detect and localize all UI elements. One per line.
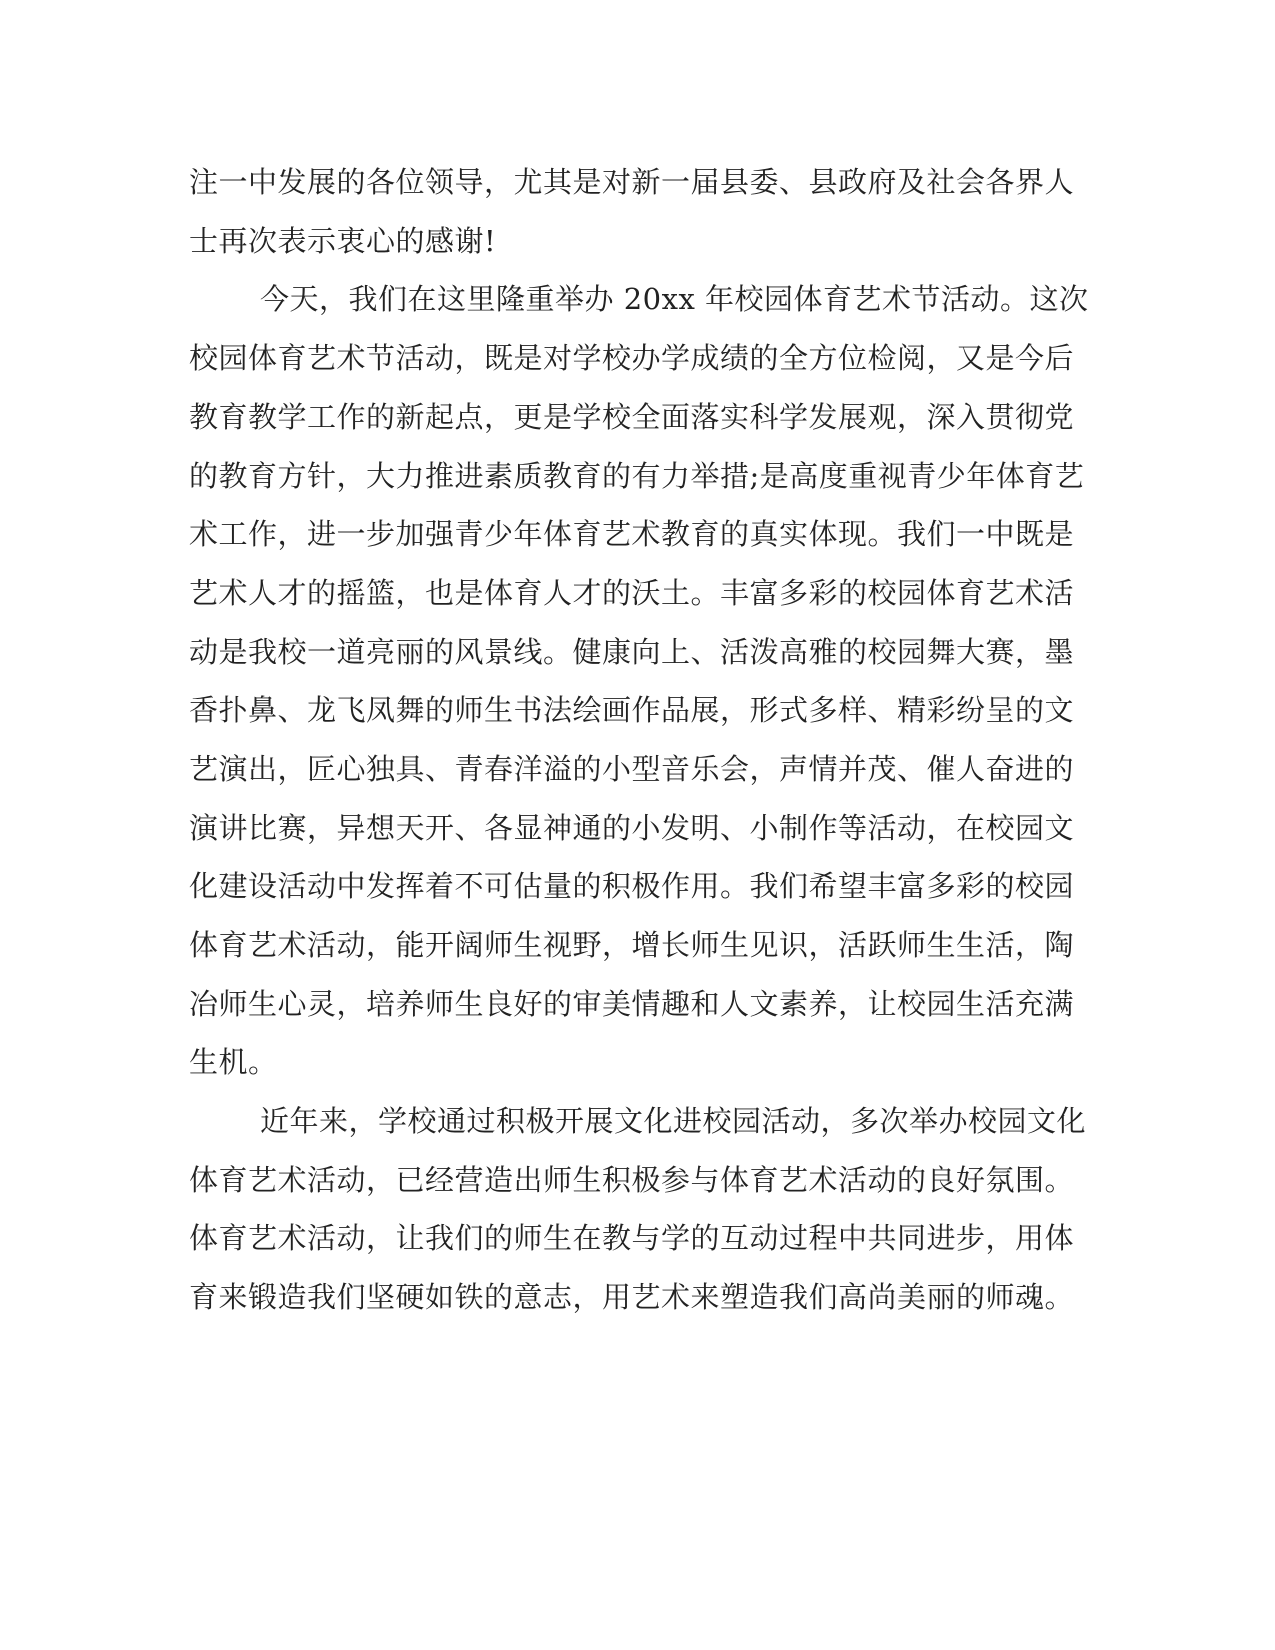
- text-line: 近年来，学校通过积极开展文化进校园活动，多次举办校园文化: [260, 1104, 1087, 1138]
- text-line: 士再次表示衷心的感谢!: [189, 224, 497, 258]
- text-line: 冶师生心灵，培养师生良好的审美情趣和人文素养，让校园生活充满: [189, 987, 1075, 1021]
- text-line: 今天，我们在这里隆重举办 20xx 年校园体育艺术节活动。这次: [260, 282, 1089, 316]
- text-line: 体育艺术活动，让我们的师生在教与学的互动过程中共同进步，用体: [189, 1221, 1075, 1255]
- text-line: 教育教学工作的新起点，更是学校全面落实科学发展观，深入贯彻党: [189, 400, 1075, 434]
- text-line: 化建设活动中发挥着不可估量的积极作用。我们希望丰富多彩的校园: [189, 869, 1075, 903]
- text-line: 体育艺术活动，能开阔师生视野，增长师生见识，活跃师生生活，陶: [189, 928, 1075, 962]
- text-line: 香扑鼻、龙飞凤舞的师生书法绘画作品展，形式多样、精彩纷呈的文: [189, 693, 1075, 727]
- text-line: 校园体育艺术节活动，既是对学校办学成绩的全方位检阅，又是今后: [189, 341, 1075, 375]
- text-line: 艺演出，匠心独具、青春洋溢的小型音乐会，声情并茂、催人奋进的: [189, 752, 1075, 786]
- text-line: 注一中发展的各位领导，尤其是对新一届县委、县政府及社会各界人: [189, 165, 1075, 199]
- text-line: 演讲比赛，异想天开、各显神通的小发明、小制作等活动，在校园文: [189, 811, 1075, 845]
- text-line: 术工作，进一步加强青少年体育艺术教育的真实体现。我们一中既是: [189, 517, 1075, 551]
- text-line: 育来锻造我们坚硬如铁的意志，用艺术来塑造我们高尚美丽的师魂。: [189, 1280, 1075, 1314]
- text-line: 生机。: [189, 1045, 278, 1079]
- text-line: 的教育方针，大力推进素质教育的有力举措;是高度重视青少年体育艺: [189, 459, 1085, 493]
- text-line: 动是我校一道亮丽的风景线。健康向上、活泼高雅的校园舞大赛，墨: [189, 635, 1075, 669]
- text-line: 体育艺术活动，已经营造出师生积极参与体育艺术活动的良好氛围。: [189, 1163, 1075, 1197]
- text-line: 艺术人才的摇篮，也是体育人才的沃土。丰富多彩的校园体育艺术活: [189, 576, 1075, 610]
